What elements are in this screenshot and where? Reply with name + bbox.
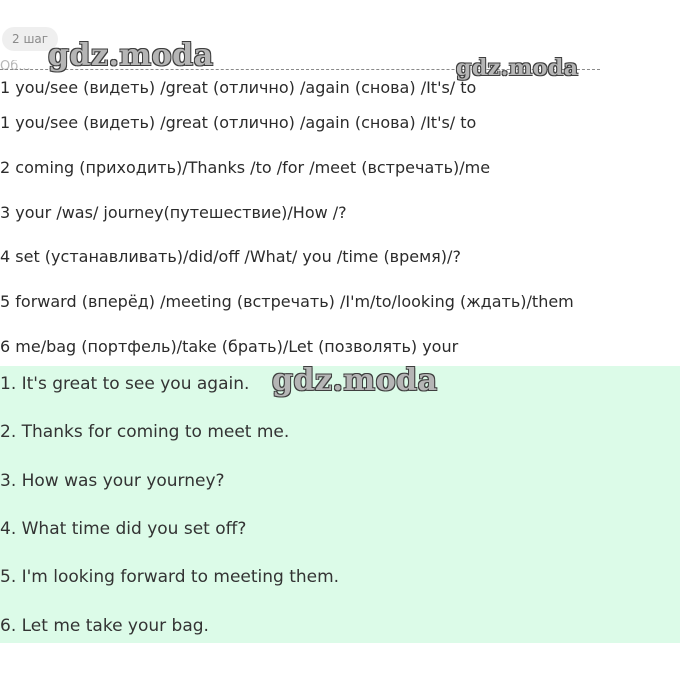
task-line-3: 3 your /was/ journey(путешествие)/How /? bbox=[0, 203, 347, 222]
watermark-logo-top-left: gdz.moda bbox=[48, 38, 214, 73]
answer-line-6: 6. Let me take your bag. bbox=[0, 616, 209, 636]
answer-line-4: 4. What time did you set off? bbox=[0, 519, 247, 539]
task-line-5: 5 forward (вперёд) /meeting (встречать) /I'm/to/looking (ждать)/them bbox=[0, 292, 574, 311]
task-line-1: 1 you/see (видеть) /great (отлично) /again (снова) /It's/ to bbox=[0, 113, 477, 132]
step-badge: 2 шаг bbox=[2, 27, 58, 51]
answer-line-2: 2. Thanks for coming to meet me. bbox=[0, 422, 290, 442]
answer-line-1: 1. It's great to see you again. bbox=[0, 374, 250, 394]
answer-box bbox=[0, 366, 680, 643]
task-line-1-duplicate-top: 1 you/see (видеть) /great (отлично) /again (снова) /It's/ to bbox=[0, 78, 477, 97]
task-line-2: 2 coming (приходить)/Thanks /to /for /meet (встречать)/me bbox=[0, 158, 491, 177]
watermark-logo-middle: gdz.moda bbox=[272, 363, 438, 398]
task-line-4: 4 set (устанавливать)/did/off /What/ you /time (время)/? bbox=[0, 247, 461, 266]
answer-line-3: 3. How was your yourney? bbox=[0, 471, 225, 491]
clipped-instruction-line: Об... bbox=[0, 60, 600, 74]
answer-line-5: 5. I'm looking forward to meeting them. bbox=[0, 567, 340, 587]
watermark-logo-top-right: gdz.moda bbox=[456, 55, 579, 81]
task-line-6: 6 me/bag (портфель)/take (брать)/Let (позволять) your bbox=[0, 337, 459, 356]
